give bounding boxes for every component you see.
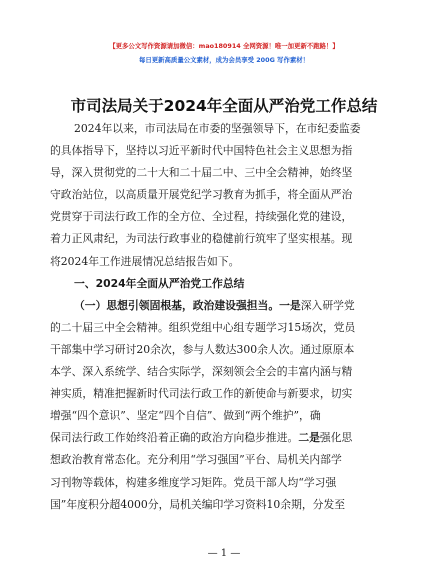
body-line: 2024年以来，市司法局在市委的坚强领导下，在市纪委监委 xyxy=(74,122,361,135)
body-line: 守政治站位，以高质量开展党纪学习教育为抓手，将全面从严治 xyxy=(50,188,353,202)
body-line: 干部集中学习研讨20余次，参与人数达300余人次。通过原原本 xyxy=(50,342,355,356)
body-line: 增强“四个意识”、坚定“四个自信”、做到“两个维护”，确 xyxy=(50,409,321,423)
body-line: 国”年度积分超4000分，局机关编印学习资料10余期，分发至 xyxy=(50,497,346,511)
body-line: 着力正风肃纪，为司法行政事业的稳健前行筑牢了坚实根基。现 xyxy=(50,232,353,246)
page-number: — 1 — xyxy=(207,548,241,559)
body-line: 习刊物等载体，构建多维度学习矩阵。党员干部人均“学习强 xyxy=(50,475,337,489)
body-fragment: 保司法行政工作始终沿着正确的政治方向稳步推进。 xyxy=(50,431,299,445)
subsection-line xyxy=(50,295,404,317)
body-line: 神实质，精准把握新时代司法行政工作的新使命与新要求，切实 xyxy=(50,387,353,401)
body-line: 党贯穿于司法行政工作的全方位、全过程，持续强化党的建设， xyxy=(50,210,353,224)
point-marker: 一是 xyxy=(279,298,301,312)
subsection-heading: （一）思想引领固根基，政治建设强担当。 xyxy=(74,298,280,312)
body-line-mixed xyxy=(50,427,404,449)
body-fragment: 强化思 xyxy=(319,431,353,445)
body-fragment: 深入研学党 xyxy=(300,298,355,312)
promo-banner-line-2: 每日更新高质量公文素材，成为会员享受 200G 写作素材！ xyxy=(138,56,310,64)
body-line: 的二十届三中全会精神。组织党组中心组专题学习15场次，党员 xyxy=(50,320,356,334)
point-marker: 二是 xyxy=(298,431,320,445)
promo-banner-line-1: 【更多公文写作资源请加微信：mao180914 全网资源！唯一加更新不跑路！】 xyxy=(109,42,339,50)
body-line: 将2024年工作进展情况总结报告如下。 xyxy=(50,254,240,268)
document-title: 市司法局关于2024年全面从严治党工作总结 xyxy=(70,97,378,115)
section-heading: 一、2024年全面从严治党工作总结 xyxy=(74,276,245,290)
body-line: 本学、深入系统学、结合实际学，深刻领会全会的丰富内涵与精 xyxy=(50,365,353,379)
body-line: 导，深入贯彻党的二十大和二十届二中、三中全会精神，始终坚 xyxy=(50,166,353,180)
body-line: 想政治教育常态化。充分利用“学习强国”平台、局机关内部学 xyxy=(50,453,342,467)
document-body xyxy=(50,118,404,516)
body-line: 的具体指导下，坚持以习近平新时代中国特色社会主义思想为指 xyxy=(50,144,353,158)
